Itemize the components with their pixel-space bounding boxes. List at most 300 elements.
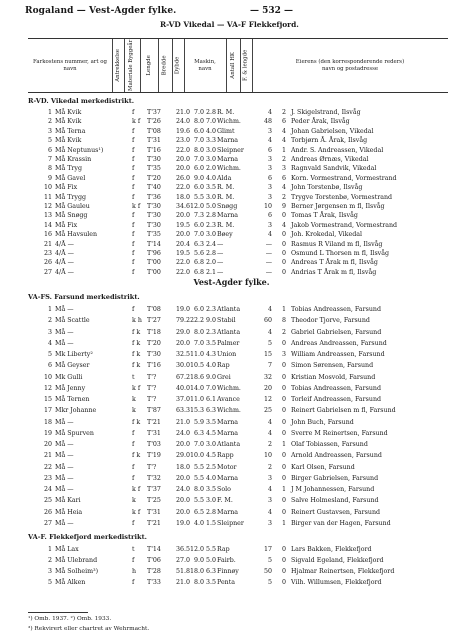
cell-d: 3.5 xyxy=(205,579,216,586)
cell-b: 7.0 xyxy=(193,156,204,163)
cell-name: Mkr Johanne xyxy=(55,407,97,415)
cell-o: Theodor Tjorve, Farsund xyxy=(291,317,370,325)
cell-d: 3.0 xyxy=(205,156,216,163)
cell-e: Bøey xyxy=(217,231,233,239)
cell-no: 26 xyxy=(43,508,52,516)
cell-d: 2.0 xyxy=(205,259,216,267)
cell-hp: 32 xyxy=(263,373,272,381)
cell-d: 3.5 xyxy=(205,339,216,347)
cell-b: 6.0 xyxy=(193,184,204,192)
cell-no: 16 xyxy=(43,231,52,239)
cell-t: k f xyxy=(132,118,141,126)
cell-cr: 1 xyxy=(281,146,286,154)
cell-hp: 4 xyxy=(267,231,272,239)
table-row xyxy=(0,578,463,587)
cell-d: 2.3 xyxy=(205,306,216,313)
cell-o: William Andreassen, Farsund xyxy=(291,351,385,358)
cell-cr: 0 xyxy=(281,463,286,471)
cell-name: Må Heia xyxy=(55,508,83,516)
cell-m: T'00 xyxy=(147,268,161,276)
cell-cr: 4 xyxy=(281,184,286,192)
cell-o: Torleif Andreassen, Farsund xyxy=(291,396,382,403)
cell-no: 22 xyxy=(43,463,52,471)
cell-cr: 1 xyxy=(281,486,286,493)
cell-l: 27.0 xyxy=(175,557,190,564)
cell-m: T'16 xyxy=(147,362,161,370)
cell-m: T'25 xyxy=(147,497,161,505)
cell-no: 6 xyxy=(47,146,52,154)
cell-no: 25 xyxy=(43,497,52,505)
table-row xyxy=(0,545,463,554)
cell-l: 22.0 xyxy=(175,146,190,154)
table-row xyxy=(0,373,463,382)
cell-m: T'35 xyxy=(147,165,161,173)
cell-t: f xyxy=(132,137,135,145)
cell-m: T'30 xyxy=(147,203,161,210)
cell-l: 20.0 xyxy=(175,441,190,448)
cell-hp: 50 xyxy=(263,568,272,575)
cell-m: T'40 xyxy=(147,184,161,192)
cell-b: 5.5 xyxy=(193,497,204,505)
cell-e: — xyxy=(217,250,224,257)
cell-cr: 0 xyxy=(281,546,286,553)
cell-d: 3.3 xyxy=(205,137,216,145)
cell-e: Atlanta xyxy=(217,441,241,448)
cell-name: Må Snøgg xyxy=(55,212,88,220)
cell-name: Må — xyxy=(55,486,74,493)
cell-e: Penta xyxy=(217,579,236,586)
cell-hp: 4 xyxy=(267,429,272,437)
cell-no: 24 xyxy=(43,486,52,493)
cell-o: Tobias Andreassen, Farsund xyxy=(291,306,381,313)
cell-l: 26.0 xyxy=(175,174,190,182)
cell-name: Må Kvik xyxy=(55,137,82,145)
cell-name: Må Geyser xyxy=(55,362,90,370)
cell-b: 6.8 xyxy=(193,259,204,267)
page-number: — 532 — xyxy=(250,6,294,16)
cell-t: f xyxy=(132,268,135,276)
cell-o: Torbjørn Å. Årak, Ilsvåg xyxy=(291,137,368,145)
cell-m: T'14 xyxy=(147,240,161,248)
cell-name: Må Trygg xyxy=(55,193,87,201)
cell-o: Ragnvald Sandvik, Vikedal xyxy=(291,165,377,173)
cell-l: 19.5 xyxy=(175,221,190,229)
table-row xyxy=(0,202,463,211)
cell-l: 20.0 xyxy=(175,165,190,173)
cell-name: 4/Å — xyxy=(55,250,74,257)
table-row xyxy=(0,183,463,192)
cell-hp: 10 xyxy=(263,452,272,460)
cell-hp: 3 xyxy=(267,497,272,505)
cell-o: J M Johannessen, Farsund xyxy=(291,486,375,493)
cell-t: f xyxy=(132,109,135,116)
cell-d: 3.0 xyxy=(205,231,216,239)
cell-name: Må Neptunus¹) xyxy=(55,146,104,154)
cell-b: 5.5 xyxy=(193,193,204,201)
cell-m: T'32 xyxy=(147,474,161,482)
cell-name: Må Kvik xyxy=(55,118,82,126)
table-row xyxy=(0,221,463,230)
cell-cr: 0 xyxy=(281,384,286,392)
cell-t: f xyxy=(132,127,135,135)
cell-cr: 0 xyxy=(281,373,286,381)
cell-no: 12 xyxy=(43,203,52,210)
cell-m: T'? xyxy=(147,373,157,381)
table-row xyxy=(0,496,463,505)
cell-cr: 1 xyxy=(281,519,286,527)
cell-b: 10.0 xyxy=(189,452,204,460)
header-title: Rogaland — Vest-Agder fylke. xyxy=(25,6,177,16)
footnote-1: ¹) Omb. 1937. ²) Omb. 1933. xyxy=(28,616,112,622)
cell-cr: 0 xyxy=(281,452,286,460)
table-row xyxy=(0,230,463,239)
cell-e: Wichm. xyxy=(217,118,241,126)
cell-hp: 4 xyxy=(267,508,272,516)
cell-b: 5.9 xyxy=(193,418,204,426)
cell-t: k xyxy=(132,396,136,403)
cell-name: 4/Å — xyxy=(55,268,74,276)
cell-hp: 7 xyxy=(267,362,272,370)
cell-cr: 6 xyxy=(281,174,286,182)
cell-no: 8 xyxy=(47,165,52,173)
cell-name: Må Spurven xyxy=(55,429,94,437)
cell-e: Marna xyxy=(217,429,239,437)
cell-l: 63.3 xyxy=(175,407,190,415)
cell-b: 10.5 xyxy=(189,362,204,370)
cell-e: Motor xyxy=(217,463,237,471)
cell-no: 17 xyxy=(43,407,52,415)
cell-t: f k xyxy=(132,362,141,370)
cell-m: T'31 xyxy=(147,508,161,516)
cell-b: 7.3 xyxy=(193,212,204,220)
cell-no: 27 xyxy=(43,268,52,276)
cell-b: 5.5 xyxy=(193,474,204,482)
cell-cr: 1 xyxy=(281,306,286,313)
cell-e: Alda xyxy=(217,174,232,182)
cell-d: 2.0 xyxy=(205,165,216,173)
cell-t: k f xyxy=(132,203,141,210)
table-row xyxy=(0,395,463,404)
col-material: Materiale Byggeår xyxy=(128,39,135,92)
cell-o: John Buch, Farsund xyxy=(291,418,354,426)
cell-d: 3.0 xyxy=(205,441,216,448)
cell-o: Reinert Gustavsen, Farsund xyxy=(291,508,381,516)
cell-e: R. M. xyxy=(217,184,235,192)
cell-cr: 0 xyxy=(281,212,286,220)
cell-cr: 0 xyxy=(281,362,286,370)
cell-m: T'30 xyxy=(147,156,161,163)
cell-t: f k xyxy=(132,418,141,426)
section-flekkefjord: VA-F. Flekkefjord merkedistrikt. xyxy=(28,533,147,541)
cell-t: f k xyxy=(132,339,141,347)
table-row xyxy=(0,429,463,438)
cell-cr: 0 xyxy=(281,508,286,516)
cell-b: 5.5 xyxy=(193,463,204,471)
cell-b: 6.8 xyxy=(193,268,204,276)
cell-name: Må Kari xyxy=(55,497,81,505)
cell-b: 7.0 xyxy=(193,109,204,116)
cell-no: 1 xyxy=(47,306,52,313)
cell-t: f xyxy=(132,306,135,313)
table-row xyxy=(0,174,463,183)
cell-l: 20.0 xyxy=(175,497,190,505)
cell-cr: 3 xyxy=(281,351,286,358)
cell-e: Glimt xyxy=(217,127,235,135)
cell-no: 21 xyxy=(43,452,52,460)
cell-t: k xyxy=(132,407,136,415)
cell-e: R. M. xyxy=(217,109,235,116)
page-header xyxy=(0,5,463,35)
cell-d: 6.1 xyxy=(205,396,216,403)
cell-l: 19.6 xyxy=(175,127,190,135)
cell-t: f xyxy=(132,250,135,257)
cell-o: Arnold Andreassen, Farsund xyxy=(291,452,382,460)
cell-cr: 0 xyxy=(281,568,286,575)
cell-hp: 3 xyxy=(267,184,272,192)
cell-name: Må — xyxy=(55,452,74,460)
cell-name: Må Kvik xyxy=(55,109,82,116)
table-row xyxy=(0,556,463,565)
cell-l: 37.0 xyxy=(175,396,190,403)
cell-o: Johan Gabrielsen, Vikedal xyxy=(291,127,374,135)
cell-l: 19.0 xyxy=(175,519,190,527)
cell-hp: 4 xyxy=(267,306,272,313)
cell-t: f k xyxy=(132,328,141,336)
cell-o: Andrias T Årak m fl, Ilsvåg xyxy=(291,268,377,276)
cell-m: T'? xyxy=(147,384,157,392)
cell-b: 8.0 xyxy=(193,486,204,493)
cell-cr: 1 xyxy=(281,441,286,448)
cell-b: 9.0 xyxy=(193,174,204,182)
cell-no: 14 xyxy=(43,221,52,229)
cell-e: Grei xyxy=(217,373,231,381)
cell-o: Andreas T Årak m fl, Ilsvåg xyxy=(291,259,378,267)
cell-e: Fairb. xyxy=(217,557,236,564)
cell-o: Kristian Mosvold, Farsund xyxy=(291,373,376,381)
cell-t: f xyxy=(132,429,135,437)
cell-e: Finnøy xyxy=(217,568,239,575)
cell-cr: 0 xyxy=(281,240,286,248)
cell-t: h xyxy=(132,568,137,575)
table-row xyxy=(0,418,463,427)
cell-b: 6.3 xyxy=(193,429,204,437)
table-row xyxy=(0,211,463,220)
table-row xyxy=(0,567,463,576)
table-row xyxy=(0,350,463,359)
cell-m: T'31 xyxy=(147,137,161,145)
cell-d: 9.0 xyxy=(205,373,216,381)
cell-m: T'37 xyxy=(147,486,161,493)
table-row xyxy=(0,519,463,528)
cell-e: Avance xyxy=(217,396,240,403)
cell-e: Atlanta xyxy=(217,328,241,336)
cell-m: T'14 xyxy=(147,546,161,553)
cell-d: 4.0 xyxy=(205,474,216,482)
cell-o: J. Skigelstrand, Ilsvåg xyxy=(291,109,361,116)
cell-hp: 5 xyxy=(267,579,272,586)
cell-hp: — xyxy=(265,268,272,276)
cell-o: Simon Sørensen, Farsund xyxy=(291,362,374,370)
table-row xyxy=(0,249,463,258)
cell-hp: 15 xyxy=(263,351,272,358)
cell-m: T'30 xyxy=(147,212,161,220)
cell-o: Reinert Gabrielsen m fl, Farsund xyxy=(291,407,396,415)
cell-name: Må — xyxy=(55,339,74,347)
cell-b: 11.0 xyxy=(189,351,204,358)
cell-hp: 4 xyxy=(267,328,272,336)
cell-name: Må Krassin xyxy=(55,156,92,163)
cell-e: Palmer xyxy=(217,339,240,347)
cell-no: 15 xyxy=(43,396,52,403)
cell-d: 2.5 xyxy=(205,463,216,471)
cell-e: Wichm. xyxy=(217,165,241,173)
cell-hp: 4 xyxy=(267,418,272,426)
col-type: Antrekkelse xyxy=(114,49,121,82)
cell-name: Må Jenny xyxy=(55,384,86,392)
cell-o: Korn. Vormestrand, Vormestrand xyxy=(291,174,397,182)
cell-b: 7.0 xyxy=(193,339,204,347)
table-row xyxy=(0,508,463,517)
cell-no: 11 xyxy=(43,193,52,201)
cell-name: Må Gavel xyxy=(55,174,86,182)
cell-hp: 12 xyxy=(263,396,272,403)
cell-m: T'30 xyxy=(147,221,161,229)
cell-no: 20 xyxy=(43,441,52,448)
cell-d: 4.0 xyxy=(205,127,216,135)
cell-d: 2.8 xyxy=(205,508,216,516)
cell-t: f xyxy=(132,156,135,163)
cell-d: 2.8 xyxy=(205,109,216,116)
cell-m: T'28 xyxy=(147,568,161,575)
cell-b: 5.6 xyxy=(193,250,204,257)
cell-m: T'27 xyxy=(147,317,161,325)
cell-hp: 3 xyxy=(267,221,272,229)
cell-t: k f xyxy=(132,486,141,493)
cell-t: f xyxy=(132,557,135,564)
cell-name: Må Lax xyxy=(55,546,79,553)
cell-d: 2.8 xyxy=(205,212,216,220)
cell-cr: 0 xyxy=(281,268,286,276)
cell-no: 2 xyxy=(47,317,52,325)
cell-hp: 5 xyxy=(267,557,272,564)
cell-cr: 0 xyxy=(281,418,286,426)
cell-e: — xyxy=(217,268,224,276)
cell-t: f xyxy=(132,193,135,201)
cell-name: Må Havsulen xyxy=(55,231,98,239)
cell-b: 7.0 xyxy=(193,231,204,239)
cell-e: Marna xyxy=(217,156,239,163)
cell-no: 13 xyxy=(43,212,52,220)
table-row xyxy=(0,240,463,249)
cell-t: f k xyxy=(132,351,141,358)
cell-name: Må Ulebrand xyxy=(55,557,98,564)
cell-t: f xyxy=(132,240,135,248)
cell-t: f xyxy=(132,212,135,220)
cell-hp: — xyxy=(265,240,272,248)
cell-m: T'08 xyxy=(147,306,161,313)
cell-name: Mk Liberty² xyxy=(55,351,93,358)
cell-b: 8.0 xyxy=(193,118,204,126)
cell-b: 6.0 xyxy=(193,127,204,135)
table-row xyxy=(0,440,463,449)
cell-name: Må — xyxy=(55,463,74,471)
table-row xyxy=(0,339,463,348)
cell-o: Andr. S. Andreassen, Vikedal xyxy=(291,146,384,154)
col-hp: Antall HK xyxy=(229,52,236,79)
cell-d: 4.5 xyxy=(205,429,216,437)
cell-l: 19.0 xyxy=(175,306,190,313)
cell-name: Må — xyxy=(55,328,74,336)
cell-hp: 3 xyxy=(267,474,272,482)
cell-no: 7 xyxy=(47,156,52,163)
cell-e: Marna xyxy=(217,508,239,516)
cell-no: 1 xyxy=(47,109,52,116)
cell-no: 10 xyxy=(43,184,52,192)
cell-l: 20.0 xyxy=(175,508,190,516)
cell-d: 3.0 xyxy=(205,146,216,154)
cell-l: 20.0 xyxy=(175,339,190,347)
cell-cr: 0 xyxy=(281,231,286,239)
col-length: Lengde xyxy=(145,55,152,76)
cell-no: 19 xyxy=(43,429,52,437)
cell-b: 6.0 xyxy=(193,306,204,313)
cell-hp: 4 xyxy=(267,486,272,493)
cell-cr: 0 xyxy=(281,339,286,347)
col-breadth: Bredde xyxy=(161,55,168,76)
cell-o: Gabriel Gabrielsen, Farsund xyxy=(291,328,382,336)
cell-no: 5 xyxy=(47,351,52,358)
cell-o: Birger van der Hagen, Farsund xyxy=(291,519,391,527)
cell-cr: 4 xyxy=(281,127,286,135)
cell-o: Olaf Tobiassen, Farsund xyxy=(291,441,368,448)
cell-no: 23 xyxy=(43,250,52,257)
cell-m: T'18 xyxy=(147,328,161,336)
cell-hp: 6 xyxy=(267,212,272,220)
cell-no: 5 xyxy=(47,579,52,586)
cell-l: 24.0 xyxy=(175,486,190,493)
cell-l: 22.0 xyxy=(175,184,190,192)
cell-hp: 17 xyxy=(263,546,272,553)
cell-t: k f xyxy=(132,384,141,392)
cell-t: f xyxy=(132,441,135,448)
cell-e: R. M. xyxy=(217,193,235,201)
cell-hp: 3 xyxy=(267,156,272,163)
cell-l: 40.0 xyxy=(175,384,190,392)
cell-m: T'21 xyxy=(147,519,161,527)
cell-name: Må Ternen xyxy=(55,396,90,403)
cell-m: T'00 xyxy=(147,259,161,267)
cell-b: 22.2 xyxy=(189,317,204,325)
cell-cr: 0 xyxy=(281,396,286,403)
cell-d: 5.0 xyxy=(205,557,216,564)
cell-d: 2.1 xyxy=(205,268,216,276)
cell-cr: 9 xyxy=(281,203,286,210)
cell-m: T'26 xyxy=(147,118,161,126)
col-crew: F. & lengde xyxy=(242,49,249,82)
cell-no: 12 xyxy=(43,384,52,392)
cell-d: 5.5 xyxy=(205,546,216,553)
cell-cr: 2 xyxy=(281,109,286,116)
cell-hp: 6 xyxy=(267,174,272,182)
cell-cr: 4 xyxy=(281,221,286,229)
cell-name: Må — xyxy=(55,418,74,426)
cell-o: Osmund L Thorsen m fl, Ilsvåg xyxy=(291,250,390,257)
cell-no: 10 xyxy=(43,373,52,381)
cell-o: Hjalmar Reinertsen, Flekkefjord xyxy=(291,568,395,575)
cell-e: Union xyxy=(217,351,237,358)
cell-cr: 0 xyxy=(281,579,286,586)
cell-d: 3.0 xyxy=(205,497,216,505)
